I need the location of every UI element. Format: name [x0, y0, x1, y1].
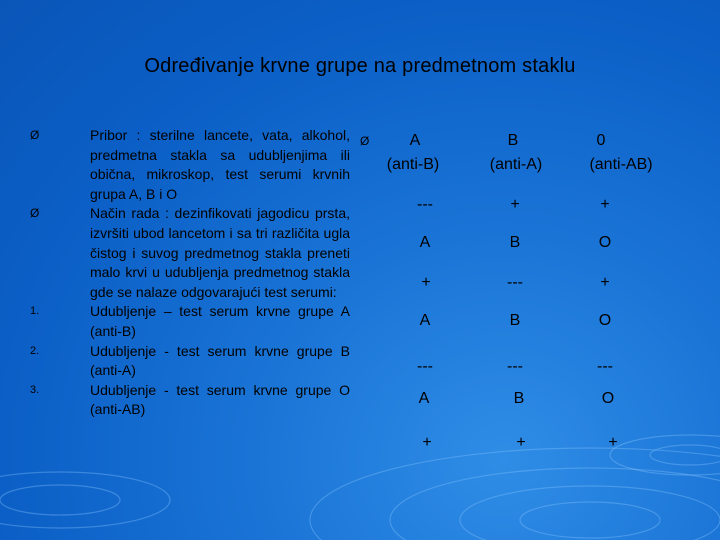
reaction-sign: ---	[507, 358, 523, 375]
subheader-anti-b: (anti-B)	[386, 156, 440, 173]
reaction-sign: +	[421, 274, 431, 291]
group-label: O	[601, 390, 615, 407]
header-b: B	[507, 132, 519, 149]
arrow-bullet-icon: Ø	[30, 206, 40, 221]
list-number: 2.	[30, 344, 40, 357]
reaction-sign: +	[510, 196, 520, 213]
group-label: O	[598, 312, 612, 329]
group-label: B	[513, 390, 525, 407]
list-item	[30, 342, 350, 381]
header-a: A	[409, 132, 421, 149]
list-item-text: Način rada : dezinfikovati jagodicu prsta, izvršiti ubod lancetom i sa tri različita ugla čistog i suvog predmetnog stakla preneti malo krvi u udubljenja predmetnog stakla gde se nalaze odgovarajući test serumi:	[90, 205, 350, 300]
slide-title: Određivanje krvne grupe na predmetnom staklu	[144, 55, 576, 77]
group-label: B	[509, 234, 521, 251]
reaction-sign: +	[600, 196, 610, 213]
list-item-text: Udubljenje - test serum krvne grupe B (anti-A)	[90, 342, 350, 379]
group-label: B	[509, 312, 521, 329]
group-label: O	[598, 234, 612, 251]
list-item	[30, 126, 350, 204]
reaction-sign: +	[422, 434, 432, 451]
arrow-bullet-icon: Ø	[30, 128, 40, 142]
blood-group-table	[360, 126, 690, 466]
reaction-sign: ---	[597, 358, 613, 375]
group-label: A	[418, 390, 430, 407]
arrow-bullet-icon: Ø	[360, 134, 370, 148]
header-0: 0	[596, 132, 606, 149]
group-label: A	[419, 312, 431, 329]
reaction-sign: ---	[507, 274, 523, 291]
list-number: 3.	[30, 383, 40, 396]
subheader-anti-a: (anti-A)	[489, 156, 543, 173]
reaction-sign: ---	[417, 196, 433, 213]
reaction-sign: ---	[417, 358, 433, 375]
reaction-sign: +	[600, 274, 610, 291]
left-bullet-list	[30, 126, 350, 420]
list-item-text: Pribor : sterilne lancete, vata, alkohol, predmetna stakla sa udubljenjima ili obična, mikroskop, test serumi krvnih grupa A, B i O	[90, 127, 350, 202]
group-label: A	[419, 234, 431, 251]
reaction-sign: +	[516, 434, 526, 451]
list-item	[30, 204, 350, 302]
subheader-anti-ab: (anti-AB)	[589, 156, 653, 173]
list-item	[30, 381, 350, 420]
list-number: 1.	[30, 305, 40, 318]
reaction-sign: +	[608, 434, 618, 451]
list-item-text: Udubljenje – test serum krvne grupe A (anti-B)	[90, 303, 350, 339]
list-item	[30, 302, 350, 341]
list-item-text: Udubljenje - test serum krvne grupe O (anti-AB)	[90, 381, 350, 418]
